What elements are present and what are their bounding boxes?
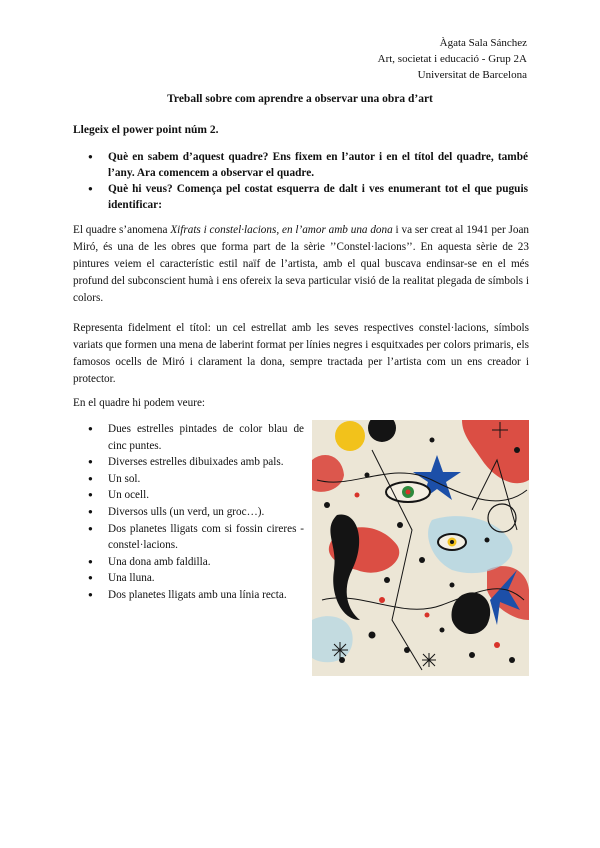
university-name: Universitat de Barcelona [417,69,527,81]
list-item: ● Diverses estrelles dibuixades amb pals. [108,454,304,471]
observations-list [108,421,304,604]
list-item: ● Dos planetes lligats com si fossin cireres - constel·lacions. [108,521,304,554]
instruction-heading: Llegeix el power point núm 2. [73,124,219,136]
document-header [378,35,527,83]
paragraph-analysis: Representa fidelment el títol: un cel estrellat amb les seves respectives constel·lacions, símbols variats que formen una mena de laberint format per línies negres i esquitxades per colors primaris, els famosos ocells de Miró i clarament la dona, sempre tractada per l’artista com un ens creador i protector. [73,322,529,385]
list-intro: En el quadre hi podem veure: [73,397,206,409]
artwork-title: Xifrats i constel·lacions, en l’amor amb una dona [170,224,393,236]
list-item: ● Diversos ulls (un verd, un groc…). [108,504,304,521]
paragraph-description [73,222,529,307]
miro-painting-image [312,420,529,676]
list-item: ● Un sol. [108,471,304,488]
list-item: ● Dos planetes lligats amb una línia recta. [108,587,304,604]
paragraph-text: El quadre s’anomena [73,224,171,236]
list-item: ● Una dona amb faldilla. [108,554,304,571]
question-item: ● Què hi veus? Comença pel costat esquerra de dalt i ves enumerant tot el que puguis identificar: [108,181,528,213]
list-item: ● Dues estrelles pintades de color blau de cinc puntes. [108,421,304,454]
course-name: Art, societat i educació - Grup 2A [377,53,527,65]
document-title: Treball sobre com aprendre a observar una obra d’art [167,93,433,105]
questions-list [108,149,528,213]
list-item: ● Un ocell. [108,487,304,504]
author-name: Àgata Sala Sánchez [439,37,527,49]
paragraph-text: i va ser creat al 1941 per Joan Miró, és una de les obres que forma part de la sèrie ’’Constel·lacions’’. En aquesta sèrie de 23 pintures veiem el característic estil naïf de l’artista, amb el qual buscava endinsar-se en el més profund del subconscient humà i ens ofereix la seva particular visió de la realitat plegada de símbols i colors. [73,224,530,304]
question-item: ● Què en sabem d’aquest quadre? Ens fixem en l’autor i en el títol del quadre, també l’any. Ara comencem a observar el quadre. [108,149,528,181]
list-item: ● Una lluna. [108,570,304,587]
